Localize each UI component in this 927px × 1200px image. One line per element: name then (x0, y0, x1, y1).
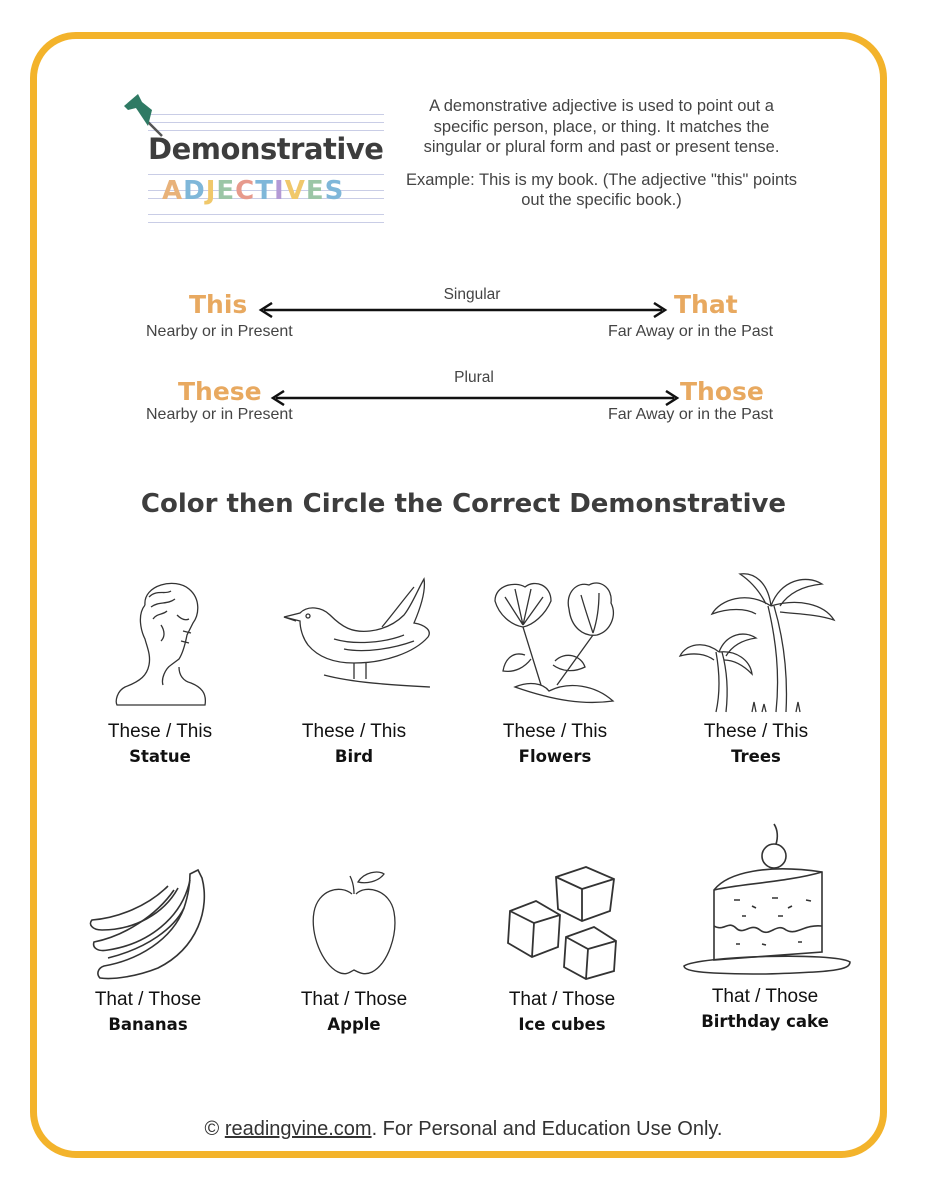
word-these: These (178, 377, 262, 406)
noun-label: Bananas (108, 1015, 188, 1034)
item-bird (254, 575, 454, 766)
logo-subtitle: ADJECTIVES (162, 176, 345, 206)
choice-text: That / Those (300, 989, 408, 1010)
far-description: Far Away or in the Past (608, 323, 774, 340)
item-apple (254, 868, 454, 1034)
item-statue (60, 575, 260, 766)
double-arrow-icon (270, 390, 680, 406)
near-description: Nearby or in Present (146, 406, 293, 423)
item-ice-cubes (462, 865, 662, 1034)
copyright-symbol: © (204, 1118, 220, 1140)
intro-text (404, 96, 799, 211)
choice-text: These / This (502, 721, 608, 742)
logo (118, 92, 388, 232)
footer-text: . For Personal and Education Use Only. (371, 1118, 723, 1140)
flowers-icon (485, 575, 625, 715)
near-description: Nearby or in Present (146, 323, 293, 340)
apple-icon (304, 868, 404, 983)
noun-label: Birthday cake (701, 1012, 829, 1031)
bananas-icon (78, 868, 218, 983)
site-link[interactable]: readingvine.com (224, 1118, 372, 1140)
double-arrow-icon (258, 302, 668, 318)
singular-label: Singular (443, 286, 501, 303)
ice-cubes-icon (502, 865, 622, 983)
item-flowers (455, 575, 655, 766)
statue-icon (105, 575, 215, 715)
word-this: This (189, 290, 248, 319)
logo-title: Demonstrative (148, 132, 384, 166)
choice-text: These / This (107, 721, 213, 742)
bird-icon (274, 575, 434, 715)
plural-label: Plural (454, 369, 494, 386)
item-cake (665, 820, 865, 1031)
choice-text: That / Those (94, 989, 202, 1010)
worksheet-heading: Color then Circle the Correct Demonstrative (140, 489, 787, 519)
word-those: Those (680, 377, 764, 406)
example-text: Example: This is my book. (The adjective "this" points out the specific book.) (405, 170, 798, 209)
far-description: Far Away or in the Past (608, 406, 774, 423)
choice-text: That / Those (711, 986, 819, 1007)
noun-label: Statue (129, 747, 191, 766)
cake-icon (678, 820, 853, 980)
noun-label: Apple (327, 1015, 381, 1034)
choice-text: These / This (301, 721, 407, 742)
word-that: That (674, 290, 738, 319)
noun-label: Bird (334, 747, 374, 766)
definition-text: A demonstrative adjective is used to point out a specific person, place, or thing. It matches the singular or plural form and past or present tense. (423, 97, 780, 156)
choice-text: That / Those (508, 989, 616, 1010)
noun-label: Trees (731, 747, 781, 766)
noun-label: Flowers (518, 747, 592, 766)
palm-trees-icon (676, 570, 836, 715)
noun-label: Ice cubes (518, 1015, 606, 1034)
choice-text: These / This (703, 721, 809, 742)
item-bananas (48, 868, 248, 1034)
item-trees (656, 570, 856, 766)
footer (0, 1118, 927, 1141)
